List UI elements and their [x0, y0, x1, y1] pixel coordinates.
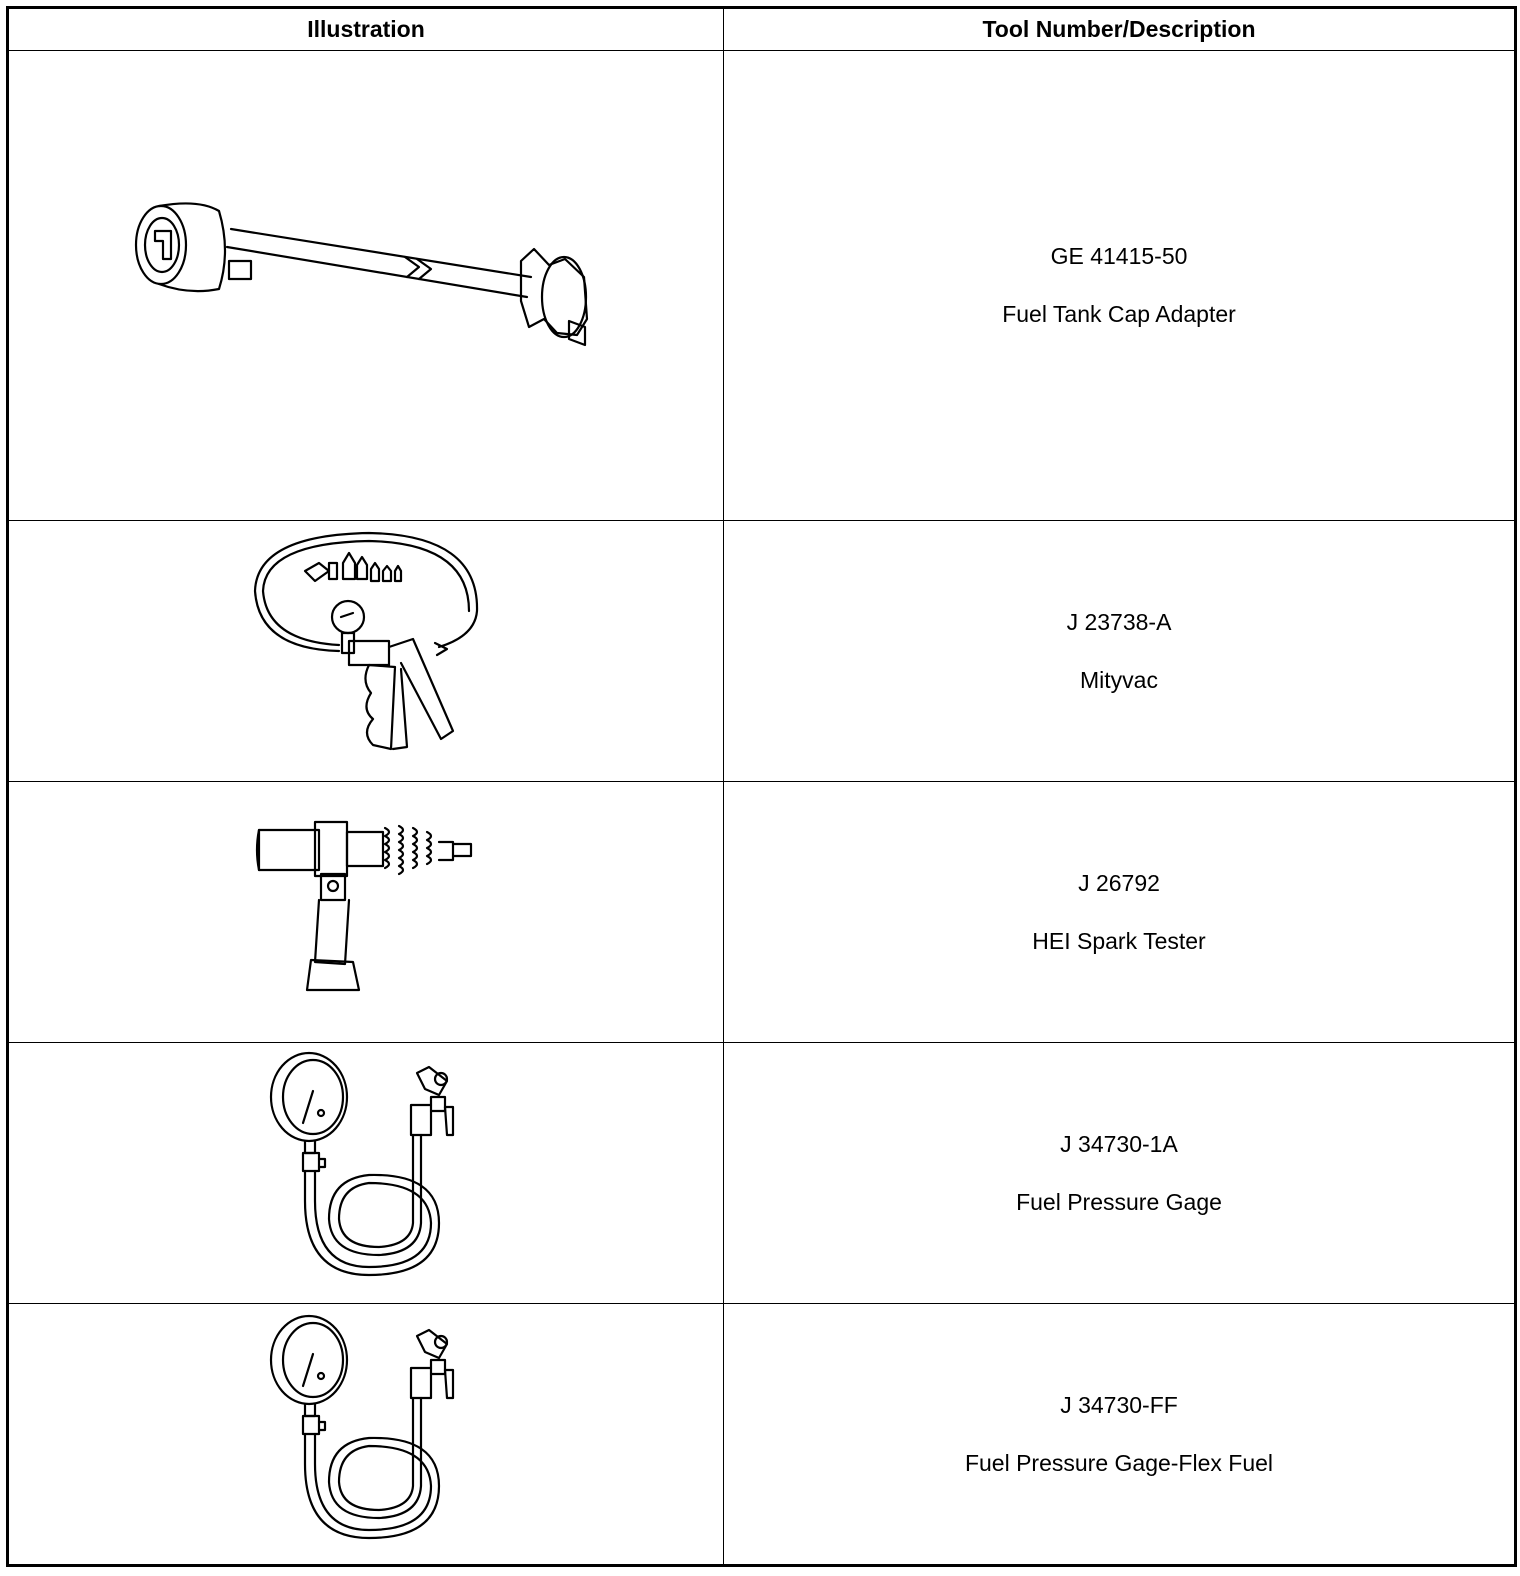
tool-number: GE 41415-50: [1050, 243, 1188, 269]
illustration-cell: [8, 521, 724, 782]
fuel-pressure-gage-illustration: [9, 1043, 723, 1304]
special-tools-table: [6, 6, 1517, 1567]
header-tool-description: Tool Number/Description: [724, 8, 1516, 51]
description-cell: [724, 521, 1516, 782]
table-row: [8, 51, 1516, 521]
description-cell: [724, 51, 1516, 521]
tool-number: J 26792: [1078, 869, 1160, 896]
mityvac-illustration: [9, 521, 723, 782]
fuel-pressure-gage-flex-illustration: [9, 1304, 723, 1566]
table-row: [8, 782, 1516, 1043]
tool-description: Mityvac: [1080, 666, 1158, 693]
tool-description: HEI Spark Tester: [1032, 927, 1206, 954]
fuel-tank-cap-adapter-illustration: [9, 51, 723, 521]
illustration-cell: [8, 1304, 724, 1566]
spark-tester-illustration: [9, 782, 723, 1043]
table-row: [8, 1043, 1516, 1304]
tool-description: Fuel Pressure Gage: [1016, 1188, 1222, 1215]
illustration-cell: [8, 1043, 724, 1304]
illustration-cell: [8, 782, 724, 1043]
description-cell: [724, 782, 1516, 1043]
header-illustration: Illustration: [8, 8, 724, 51]
tool-description: Fuel Tank Cap Adapter: [1002, 301, 1236, 327]
header-row: [8, 8, 1516, 51]
tool-number: J 23738-A: [1066, 608, 1172, 635]
description-cell: [724, 1304, 1516, 1566]
tool-description: Fuel Pressure Gage-Flex Fuel: [964, 1449, 1274, 1476]
description-cell: [724, 1043, 1516, 1304]
table-row: [8, 521, 1516, 782]
table-row: [8, 1304, 1516, 1566]
tool-number: J 34730-FF: [1060, 1391, 1178, 1418]
tool-number: J 34730-1A: [1060, 1130, 1178, 1157]
illustration-cell: [8, 51, 724, 521]
